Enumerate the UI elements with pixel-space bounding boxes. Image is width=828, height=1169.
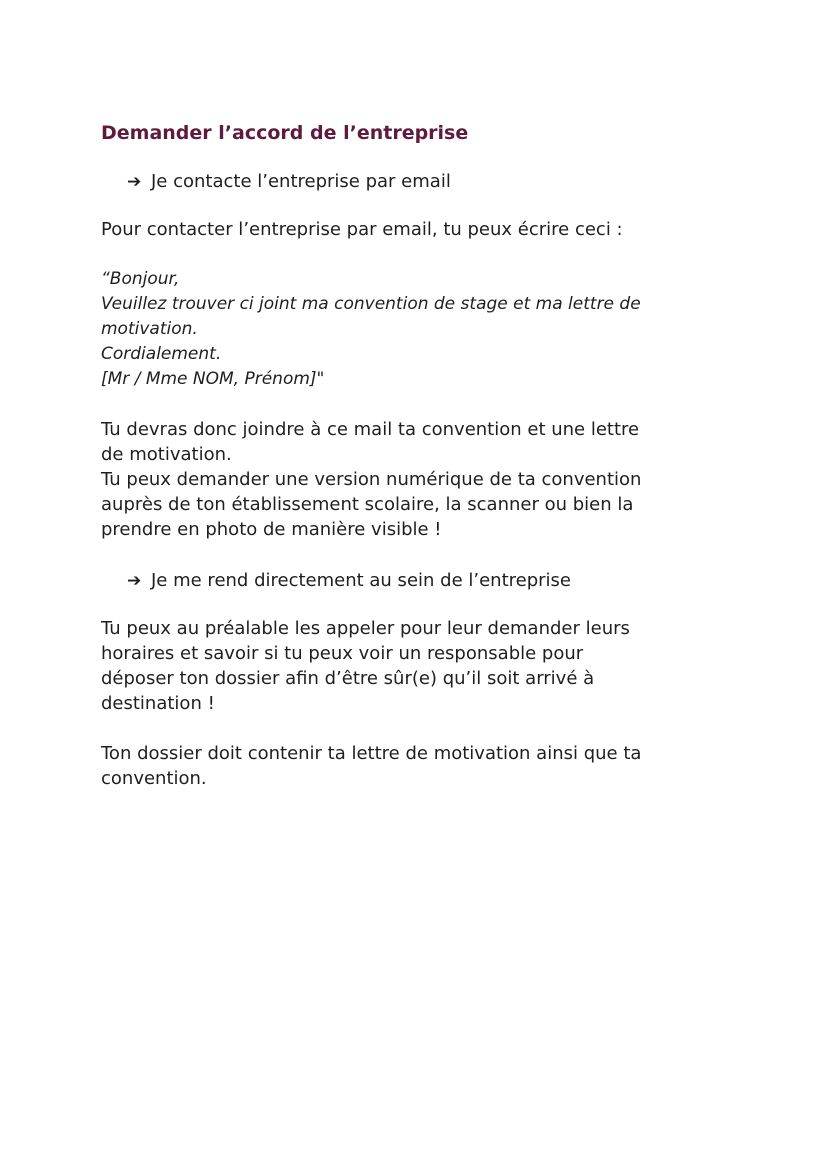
section-heading: Demander l’accord de l’entreprise [101, 122, 469, 144]
visit-paragraph [101, 616, 741, 716]
bullet-visit-label: Je me rend directement au sein de l’entreprise [151, 570, 571, 591]
paragraph-line: prendre en photo de manière visible ! [101, 519, 442, 540]
paragraph-line: déposer ton dossier afin d’être sûr(e) qu’il soit arrivé à [101, 668, 595, 689]
bullet-email [127, 168, 741, 196]
paragraph-line: destination ! [101, 693, 215, 714]
right-arrow-icon: ➔ [127, 571, 142, 591]
quote-line: motivation. [101, 319, 198, 339]
paragraph-line: de motivation. [101, 444, 232, 465]
right-arrow-icon: ➔ [127, 172, 142, 192]
quote-line: “Bonjour, [101, 269, 180, 289]
dossier-paragraph [101, 741, 741, 791]
intro-paragraph [101, 217, 741, 242]
document-page [101, 118, 741, 816]
paragraph-line: auprès de ton établissement scolaire, la scanner ou bien la [101, 494, 634, 515]
bullet-email-label: Je contacte l’entreprise par email [151, 171, 451, 192]
quote-line: Veuillez trouver ci joint ma convention de stage et ma lettre de [101, 294, 641, 314]
attachment-paragraph [101, 417, 741, 542]
quote-line: Cordialement. [101, 344, 222, 364]
paragraph-line: horaires et savoir si tu peux voir un responsable pour [101, 643, 584, 664]
paragraph-line: Tu devras donc joindre à ce mail ta convention et une lettre [101, 419, 640, 440]
paragraph-line: convention. [101, 768, 207, 789]
paragraph-line: Tu peux au préalable les appeler pour leur demander leurs [101, 618, 630, 639]
bullet-visit [127, 567, 741, 595]
intro-text: Pour contacter l’entreprise par email, tu peux écrire ceci : [101, 219, 623, 240]
quote-line: [Mr / Mme NOM, Prénom]" [101, 369, 325, 389]
paragraph-line: Tu peux demander une version numérique de ta convention [101, 469, 642, 490]
email-template-quote [101, 267, 741, 392]
paragraph-line: Ton dossier doit contenir ta lettre de motivation ainsi que ta [101, 743, 642, 764]
